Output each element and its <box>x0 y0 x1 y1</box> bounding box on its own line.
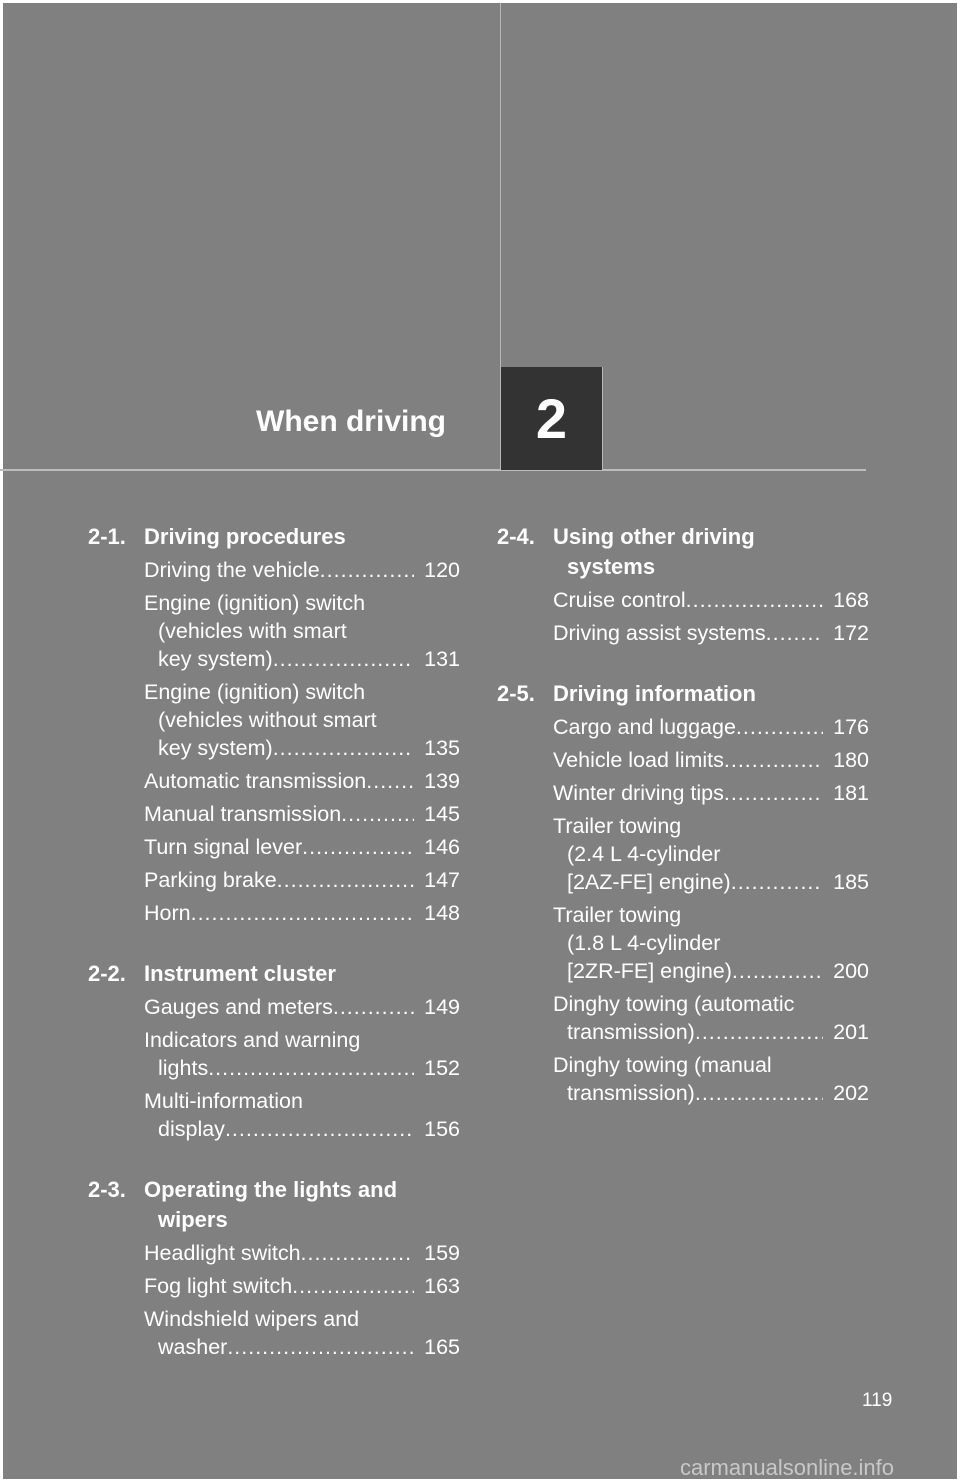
entry-text-line: Horn <box>144 901 191 925</box>
entry-last-line <box>144 1239 460 1267</box>
entry-last-line <box>144 734 460 762</box>
toc-entry[interactable] <box>144 800 460 828</box>
dot-leader <box>227 1333 414 1361</box>
entry-page-number: 135 <box>424 736 460 760</box>
entry-text-line: Driving the vehicle <box>144 558 320 582</box>
entry-page-number: 145 <box>424 802 460 826</box>
entry-text-line: Windshield wipers and <box>144 1307 360 1331</box>
entry-last-line <box>553 957 869 985</box>
entry-text-line: Multi-information <box>144 1089 303 1113</box>
toc-entry[interactable] <box>144 866 460 894</box>
entry-page-number: 147 <box>424 868 460 892</box>
dot-leader <box>732 957 823 985</box>
entry-page-number: 163 <box>424 1274 460 1298</box>
header-horizontal-rule <box>0 469 866 471</box>
entry-last-line <box>553 779 869 807</box>
entry-last-line <box>144 767 460 795</box>
entry-last-line <box>144 1272 460 1300</box>
page-number: 119 <box>862 1390 893 1411</box>
entry-text-line: Manual transmission <box>144 802 342 826</box>
entry-text-line: Engine (ignition) switch <box>144 591 366 615</box>
section-title <box>553 522 869 582</box>
watermark: carmanualsonline.info <box>680 1455 895 1480</box>
dot-leader <box>766 619 823 647</box>
toc-column-right <box>497 522 869 1139</box>
toc-entry-list <box>497 586 869 647</box>
entry-last-line <box>553 1018 869 1046</box>
entry-last-line <box>553 1079 869 1107</box>
entry-text-line: (2.4 L 4-cylinder <box>567 842 721 866</box>
toc-section <box>88 522 460 927</box>
entry-page-number: 149 <box>424 995 460 1019</box>
entry-text-line: Trailer towing <box>553 814 682 838</box>
entry-page-number: 201 <box>833 1020 869 1044</box>
section-number: 2-1. <box>88 524 126 549</box>
entry-page-number: 120 <box>424 558 460 582</box>
toc-entry[interactable] <box>144 1087 460 1143</box>
entry-last-line <box>144 833 460 861</box>
toc-entry[interactable] <box>553 812 869 896</box>
entry-page-number: 180 <box>833 748 869 772</box>
section-number: 2-2. <box>88 961 126 986</box>
entry-text-line: transmission) <box>567 1081 695 1105</box>
entry-last-line <box>553 746 869 774</box>
entry-text-line: Turn signal lever <box>144 835 303 859</box>
entry-last-line <box>144 1115 460 1143</box>
section-title-line: Operating the lights and <box>144 1177 398 1202</box>
entry-text-line: Headlight switch <box>144 1241 301 1265</box>
entry-text-line: Driving assist systems <box>553 621 766 645</box>
dot-leader <box>736 713 823 741</box>
toc-entry[interactable] <box>553 901 869 985</box>
toc-entry[interactable] <box>144 1026 460 1082</box>
dot-leader <box>191 899 414 927</box>
section-number: 2-3. <box>88 1177 126 1202</box>
toc-entry[interactable] <box>553 586 869 614</box>
entry-last-line <box>553 619 869 647</box>
entry-text-line: Cruise control <box>553 588 686 612</box>
entry-text-line: Gauges and meters <box>144 995 333 1019</box>
dot-leader <box>366 767 414 795</box>
dot-leader <box>341 800 414 828</box>
entry-text-line: Engine (ignition) switch <box>144 680 366 704</box>
section-title <box>144 522 460 552</box>
entry-text-line: Indicators and warning <box>144 1028 361 1052</box>
entry-page-number: 159 <box>424 1241 460 1265</box>
section-number: 2-5. <box>497 681 535 706</box>
chapter-title: When driving <box>256 405 446 438</box>
toc-entry[interactable] <box>144 1239 460 1267</box>
entry-text-line: key system) <box>158 736 273 760</box>
entry-last-line <box>144 556 460 584</box>
entry-text-line: [2ZR-FE] engine) <box>567 959 732 983</box>
entry-page-number: 185 <box>833 870 869 894</box>
toc-entry[interactable] <box>144 1305 460 1361</box>
entry-last-line <box>553 713 869 741</box>
dot-leader <box>695 1079 823 1107</box>
entry-page-number: 202 <box>833 1081 869 1105</box>
entry-page-number: 146 <box>424 835 460 859</box>
section-title-line: systems <box>567 554 656 579</box>
dot-leader <box>302 833 414 861</box>
entry-text-line: Dinghy towing (automatic <box>553 992 795 1016</box>
entry-text-line: display <box>158 1117 225 1141</box>
section-heading <box>497 679 869 709</box>
toc-section <box>88 959 460 1143</box>
entry-text-line: key system) <box>158 647 273 671</box>
section-title-line: Driving information <box>553 681 756 706</box>
dot-leader <box>225 1115 414 1143</box>
entry-last-line <box>144 866 460 894</box>
toc-entry[interactable] <box>553 746 869 774</box>
section-title-line: Driving procedures <box>144 524 346 549</box>
toc-section <box>88 1175 460 1361</box>
dot-leader <box>273 734 414 762</box>
entry-page-number: 139 <box>424 769 460 793</box>
dot-leader <box>724 746 823 774</box>
toc-entry[interactable] <box>144 1272 460 1300</box>
toc-entry[interactable] <box>553 990 869 1046</box>
dot-leader <box>292 1272 414 1300</box>
toc-entry-list <box>88 993 460 1143</box>
toc-entry[interactable] <box>553 779 869 807</box>
dot-leader <box>731 868 823 896</box>
dot-leader <box>333 993 414 1021</box>
entry-text-line: Dinghy towing (manual <box>553 1053 772 1077</box>
entry-last-line <box>553 868 869 896</box>
entry-page-number: 148 <box>424 901 460 925</box>
toc-entry[interactable] <box>144 993 460 1021</box>
entry-text-line: lights <box>158 1056 209 1080</box>
section-title <box>553 679 869 709</box>
toc-entry[interactable] <box>144 556 460 584</box>
entry-text-line: transmission) <box>567 1020 695 1044</box>
section-title-line: Instrument cluster <box>144 961 336 986</box>
entry-page-number: 176 <box>833 715 869 739</box>
dot-leader <box>301 1239 414 1267</box>
entry-last-line <box>144 1054 460 1082</box>
entry-page-number: 168 <box>833 588 869 612</box>
entry-text-line: washer <box>158 1335 228 1359</box>
entry-page-number: 131 <box>424 647 460 671</box>
entry-text-line: Fog light switch <box>144 1274 293 1298</box>
section-title-line: wipers <box>158 1207 228 1232</box>
toc-entry[interactable] <box>144 589 460 673</box>
toc-entry[interactable] <box>144 767 460 795</box>
entry-text-line: (vehicles with smart <box>158 619 347 643</box>
chapter-number-tab <box>500 367 603 470</box>
entry-last-line <box>144 1333 460 1361</box>
entry-last-line <box>144 800 460 828</box>
toc-entry[interactable] <box>144 833 460 861</box>
entry-last-line <box>553 586 869 614</box>
toc-section <box>497 679 869 1107</box>
chapter-number: 2 <box>535 387 568 450</box>
section-heading <box>88 522 460 552</box>
section-heading <box>497 522 869 582</box>
entry-text-line: Winter driving tips <box>553 781 724 805</box>
section-number: 2-4. <box>497 524 535 549</box>
toc-entry-list <box>88 556 460 927</box>
entry-page-number: 172 <box>833 621 869 645</box>
entry-text-line: Trailer towing <box>553 903 682 927</box>
dot-leader <box>695 1018 823 1046</box>
entry-text-line: Automatic transmission <box>144 769 367 793</box>
entry-text-line: (1.8 L 4-cylinder <box>567 931 721 955</box>
toc-entry[interactable] <box>553 1051 869 1107</box>
section-heading <box>88 1175 460 1235</box>
entry-text-line: [2AZ-FE] engine) <box>567 870 731 894</box>
entry-page-number: 200 <box>833 959 869 983</box>
toc-entry-list <box>88 1239 460 1361</box>
entry-text-line: Cargo and luggage <box>553 715 736 739</box>
toc-entry[interactable] <box>144 899 460 927</box>
entry-text-line: Vehicle load limits <box>553 748 724 772</box>
dot-leader <box>273 645 414 673</box>
entry-page-number: 165 <box>424 1335 460 1359</box>
section-title-line: Using other driving <box>553 524 755 549</box>
section-heading <box>88 959 460 989</box>
entry-last-line <box>144 899 460 927</box>
section-title <box>144 959 460 989</box>
dot-leader <box>724 779 823 807</box>
entry-page-number: 152 <box>424 1056 460 1080</box>
entry-page-number: 156 <box>424 1117 460 1141</box>
toc-entry[interactable] <box>553 619 869 647</box>
dot-leader <box>277 866 414 894</box>
toc-section <box>497 522 869 647</box>
section-title <box>144 1175 460 1235</box>
dot-leader <box>320 556 414 584</box>
entry-last-line <box>144 993 460 1021</box>
entry-last-line <box>144 645 460 673</box>
entry-text-line: (vehicles without smart <box>158 708 377 732</box>
entry-text-line: Parking brake <box>144 868 277 892</box>
toc-column-left <box>88 522 460 1393</box>
dot-leader <box>686 586 823 614</box>
toc-entry-list <box>497 713 869 1107</box>
entry-page-number: 181 <box>833 781 869 805</box>
toc-entry[interactable] <box>144 678 460 762</box>
toc-entry[interactable] <box>553 713 869 741</box>
dot-leader <box>208 1054 414 1082</box>
